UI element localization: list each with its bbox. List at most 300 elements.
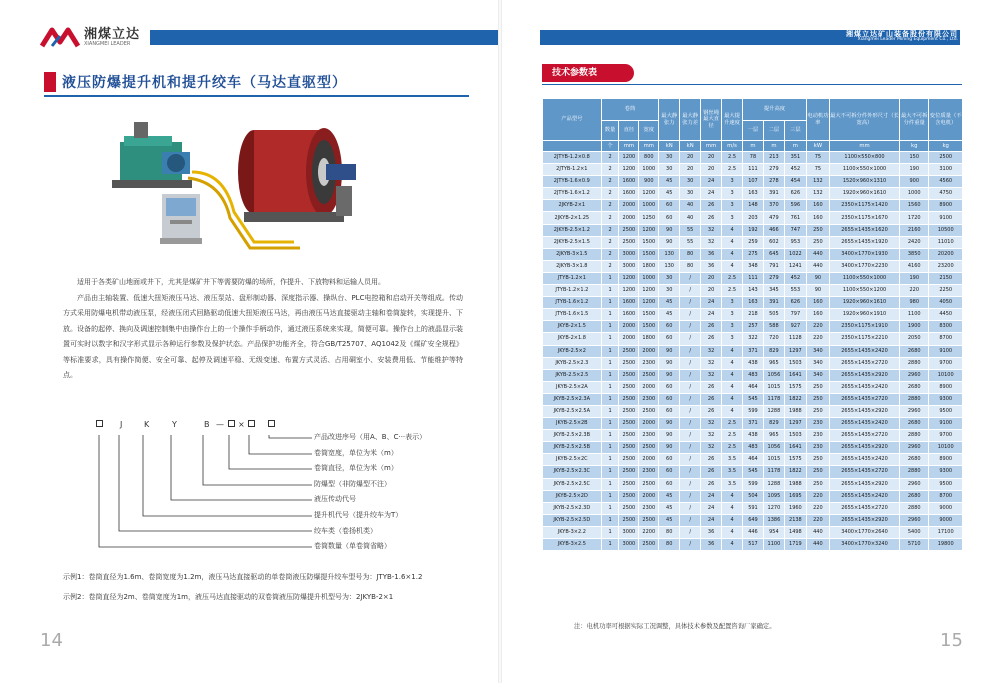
value-cell: 2000 (619, 333, 639, 345)
value-cell: 3.5 (722, 478, 743, 490)
value-cell: 2 (601, 176, 619, 188)
value-cell: / (680, 381, 701, 393)
value-cell: 220 (806, 333, 829, 345)
value-cell: 1200 (639, 285, 659, 297)
value-cell: 1288 (763, 405, 784, 417)
legend-item-2: 卷筒宽度，单位为米（m） (314, 448, 398, 457)
model-examples (63, 570, 463, 604)
value-cell: 2500 (619, 345, 639, 357)
value-cell: 30 (659, 272, 680, 284)
value-cell: 3400×1770×2230 (829, 260, 899, 272)
unit-cell: kW (806, 141, 829, 152)
value-cell: / (680, 272, 701, 284)
value-cell: / (680, 321, 701, 333)
value-cell: 2500 (639, 442, 659, 454)
value-cell: 438 (743, 430, 764, 442)
value-cell: 4 (722, 369, 743, 381)
section-title: 技术参数表 (542, 64, 634, 82)
value-cell: 479 (763, 212, 784, 224)
value-cell: 24 (701, 309, 722, 321)
value-cell: 2250 (929, 285, 963, 297)
value-cell: 391 (763, 188, 784, 200)
value-cell: 40 (680, 212, 701, 224)
value-cell: 1000 (639, 272, 659, 284)
value-cell: 2880 (900, 502, 929, 514)
value-cell: 30 (659, 285, 680, 297)
th-qty: 数量 (601, 121, 619, 141)
value-cell: 2050 (900, 333, 929, 345)
value-cell: 10500 (929, 224, 963, 236)
value-cell: 2655×1435×2920 (829, 514, 899, 526)
value-cell: 2.5 (722, 272, 743, 284)
value-cell: 3 (722, 200, 743, 212)
value-cell: 1 (601, 418, 619, 430)
value-cell: 2960 (900, 514, 929, 526)
value-cell: 2655×1435×2720 (829, 393, 899, 405)
value-cell: 1 (601, 309, 619, 321)
th-width: 宽度 (639, 121, 659, 141)
value-cell: 60 (659, 478, 680, 490)
value-cell: 220 (806, 502, 829, 514)
value-cell: 24 (701, 502, 722, 514)
value-cell: 2000 (639, 454, 659, 466)
value-cell: 2300 (639, 502, 659, 514)
unit-cell: m (743, 141, 764, 152)
value-cell: 9300 (929, 393, 963, 405)
legend-item-6: 提升机代号（提升绞车为T） (314, 510, 403, 519)
value-cell: 9000 (929, 502, 963, 514)
value-cell: / (680, 297, 701, 309)
value-cell: 2.5 (722, 418, 743, 430)
value-cell: 2 (601, 200, 619, 212)
value-cell: / (680, 333, 701, 345)
value-cell: 517 (743, 539, 764, 551)
value-cell: 132 (806, 188, 829, 200)
value-cell: 953 (784, 236, 806, 248)
code-symbol-times: × (238, 420, 245, 429)
value-cell: 2 (601, 164, 619, 176)
value-cell: 60 (659, 321, 680, 333)
table-row (543, 502, 963, 514)
value-cell: 720 (763, 333, 784, 345)
value-cell: 90 (659, 430, 680, 442)
value-cell: 80 (680, 260, 701, 272)
value-cell: 452 (784, 164, 806, 176)
value-cell: 130 (659, 260, 680, 272)
company-name-block (846, 31, 958, 43)
model-cell: 2JKYB-3×1.5 (543, 248, 602, 260)
value-cell: 2500 (619, 430, 639, 442)
value-cell: 2960 (900, 405, 929, 417)
value-cell: 257 (743, 321, 764, 333)
table-row (543, 393, 963, 405)
th-model: 产品型号 (543, 99, 602, 141)
value-cell: 370 (763, 200, 784, 212)
model-cell: 2JKYB-2×1 (543, 200, 602, 212)
value-cell: 230 (806, 442, 829, 454)
value-cell: 2960 (900, 478, 929, 490)
value-cell: 2655×1435×2920 (829, 405, 899, 417)
value-cell: 3850 (900, 248, 929, 260)
value-cell: 78 (743, 152, 764, 164)
value-cell: 2680 (900, 345, 929, 357)
value-cell: 36 (701, 539, 722, 551)
model-cell: JKYB-2.5×2.5 (543, 369, 602, 381)
value-cell: 626 (784, 188, 806, 200)
value-cell: 1520×960×1310 (829, 176, 899, 188)
table-row (543, 272, 963, 284)
value-cell: 1250 (639, 212, 659, 224)
value-cell: 3000 (619, 526, 639, 538)
page-title-block (44, 72, 347, 92)
table-row (543, 381, 963, 393)
value-cell: 391 (763, 297, 784, 309)
value-cell: 36 (701, 526, 722, 538)
value-cell: 4 (722, 381, 743, 393)
table-row (543, 260, 963, 272)
value-cell: 32 (701, 418, 722, 430)
value-cell: 203 (743, 212, 764, 224)
value-cell: 1900 (900, 321, 929, 333)
value-cell: 2500 (619, 393, 639, 405)
value-cell: 90 (659, 369, 680, 381)
value-cell: 2500 (619, 466, 639, 478)
value-cell: 1 (601, 466, 619, 478)
value-cell: 2 (601, 260, 619, 272)
intro-text (63, 275, 463, 384)
value-cell: / (680, 369, 701, 381)
value-cell: 32 (701, 442, 722, 454)
value-cell: 2300 (639, 430, 659, 442)
model-cell: JKYB-3×2.2 (543, 526, 602, 538)
value-cell: 2655×1435×2420 (829, 490, 899, 502)
value-cell: 10100 (929, 442, 963, 454)
value-cell: 2000 (639, 345, 659, 357)
unit-cell: kg (900, 141, 929, 152)
table-row (543, 478, 963, 490)
value-cell: 40 (680, 200, 701, 212)
value-cell: 20200 (929, 248, 963, 260)
legend-item-4: 防爆型（非防爆型不注） (314, 479, 391, 488)
model-cell: JKYB-2.5×2B (543, 418, 602, 430)
value-cell: 60 (659, 393, 680, 405)
value-cell: / (680, 502, 701, 514)
value-cell: 3000 (619, 539, 639, 551)
value-cell: 107 (743, 176, 764, 188)
value-cell: 588 (763, 321, 784, 333)
value-cell: 2 (601, 236, 619, 248)
value-cell: 1056 (763, 442, 784, 454)
value-cell: 4 (722, 393, 743, 405)
value-cell: 371 (743, 345, 764, 357)
value-cell: 250 (806, 381, 829, 393)
value-cell: / (680, 490, 701, 502)
value-cell: 1800 (639, 333, 659, 345)
value-cell: 2.5 (722, 285, 743, 297)
value-cell: 2680 (900, 490, 929, 502)
value-cell: 2300 (639, 393, 659, 405)
value-cell: 2500 (619, 418, 639, 430)
table-row (543, 345, 963, 357)
value-cell: 1 (601, 393, 619, 405)
value-cell: 9100 (929, 418, 963, 430)
value-cell: 1100×550×1200 (829, 285, 899, 297)
page-number-left: 14 (40, 630, 63, 651)
value-cell: 829 (763, 418, 784, 430)
value-cell: 60 (659, 333, 680, 345)
value-cell: 9700 (929, 357, 963, 369)
value-cell: 1386 (763, 514, 784, 526)
value-cell: 2655×1435×2720 (829, 430, 899, 442)
value-cell: 1988 (784, 405, 806, 417)
value-cell: 4 (722, 224, 743, 236)
value-cell: 2 (601, 188, 619, 200)
intro-paragraph-2: 产品由主轴装置、低速大扭矩液压马达、液压泵站、盘形制动器、深度指示器、操纵台、PLC电控箱和启动开关等组成。传动方式采用防爆电机带动液压泵，经液压闭式回路驱动低速大扭矩液压马达，再由液压马达直接驱动主轴和卷筒旋转，实现提升、下放。设备的起停、换向及调速控制集中由操作台上的一个操作手柄动作，通过液压系统来实现，简便可靠。操作台上的液晶显示装置可实时以数字和汉字形式显示各种运行参数及保护状态。产品保护功能齐全，符合GB/T25707、AQ1042及《煤矿安全规程》等标准要求，具有操作简便、安全可靠、起停及调速平稳、无级变速、布置方式灵活、占用硐室小、安装费用低、节能维护等特点。 (63, 293, 463, 379)
value-cell: 2.5 (722, 430, 743, 442)
table-note: 注：电机功率可根据实际工况调整，具体技术参数及配置咨询厂家确定。 (574, 623, 776, 630)
spec-table (542, 98, 963, 551)
value-cell: 1000 (639, 200, 659, 212)
value-cell: 2200 (639, 526, 659, 538)
table-row (543, 466, 963, 478)
value-cell: 553 (784, 285, 806, 297)
value-cell: 45 (659, 502, 680, 514)
value-cell: 278 (763, 176, 784, 188)
value-cell: 8700 (929, 333, 963, 345)
value-cell: 1100×550×1000 (829, 272, 899, 284)
value-cell: 2000 (639, 418, 659, 430)
value-cell: 2350×1175×2210 (829, 333, 899, 345)
value-cell: 1822 (784, 393, 806, 405)
value-cell: 20 (701, 164, 722, 176)
value-cell: 649 (743, 514, 764, 526)
value-cell: 2655×1435×2720 (829, 502, 899, 514)
value-cell: 1600 (619, 176, 639, 188)
unit-cell: m/s (722, 141, 743, 152)
value-cell: 4050 (929, 297, 963, 309)
table-row (543, 405, 963, 417)
value-cell: 45 (659, 297, 680, 309)
value-cell: 2680 (900, 381, 929, 393)
value-cell: 80 (680, 248, 701, 260)
value-cell: 2880 (900, 393, 929, 405)
value-cell: 1000 (900, 188, 929, 200)
value-cell: 230 (806, 418, 829, 430)
model-cell: JTYB-1.2×1 (543, 272, 602, 284)
value-cell: 2500 (639, 514, 659, 526)
value-cell: 1600 (619, 188, 639, 200)
model-cell: 2JKYB-2.5×1.5 (543, 236, 602, 248)
value-cell: 1200 (619, 152, 639, 164)
model-cell: JKYB-2.5×2.3 (543, 357, 602, 369)
value-cell: 24 (701, 490, 722, 502)
value-cell: 2655×1435×2720 (829, 466, 899, 478)
value-cell: 1 (601, 357, 619, 369)
th-power: 电动机功率 (806, 99, 829, 141)
value-cell: 1015 (763, 381, 784, 393)
model-cell: JTYB-1.6×1.2 (543, 297, 602, 309)
value-cell: 4 (722, 357, 743, 369)
value-cell: 60 (659, 381, 680, 393)
value-cell: 190 (900, 272, 929, 284)
logo-mark-icon (40, 26, 80, 48)
value-cell: 45 (659, 188, 680, 200)
value-cell: 1 (601, 297, 619, 309)
value-cell: 23200 (929, 260, 963, 272)
model-cell: 2JTYB-1.6×1.2 (543, 188, 602, 200)
value-cell: 26 (701, 393, 722, 405)
header-bar-left (150, 30, 500, 45)
value-cell: 1695 (784, 490, 806, 502)
value-cell: 1100 (763, 539, 784, 551)
value-cell: / (680, 405, 701, 417)
value-cell: 2.5 (722, 442, 743, 454)
value-cell: 2 (601, 224, 619, 236)
value-cell: 220 (806, 490, 829, 502)
value-cell: 80 (659, 526, 680, 538)
model-cell: JKYB-2.5×2D (543, 490, 602, 502)
value-cell: 2500 (619, 357, 639, 369)
value-cell: 3400×1770×2640 (829, 526, 899, 538)
value-cell: 250 (806, 393, 829, 405)
value-cell: / (680, 478, 701, 490)
value-cell: 230 (806, 430, 829, 442)
page-title: 液压防爆提升机和提升绞车（马达直驱型） (62, 75, 347, 91)
value-cell: 1200 (639, 224, 659, 236)
value-cell: 26 (701, 454, 722, 466)
th-speed: 最大提升速度 (722, 99, 743, 141)
spine-gutter (498, 0, 502, 683)
value-cell: 3000 (619, 248, 639, 260)
value-cell: 26 (701, 381, 722, 393)
model-cell: JKYB-2×1.5 (543, 321, 602, 333)
value-cell: 4 (722, 405, 743, 417)
value-cell: 26 (701, 212, 722, 224)
value-cell: 1 (601, 285, 619, 297)
value-cell: 1 (601, 321, 619, 333)
value-cell: 965 (763, 430, 784, 442)
model-cell: 2JTYB-1.6×0.9 (543, 176, 602, 188)
value-cell: 75 (806, 164, 829, 176)
value-cell: 1920×960×1610 (829, 297, 899, 309)
value-cell: 9100 (929, 212, 963, 224)
value-cell: 17100 (929, 526, 963, 538)
value-cell: 440 (806, 539, 829, 551)
value-cell: 220 (806, 321, 829, 333)
value-cell: 1015 (763, 454, 784, 466)
intro-paragraph-1: 适用于各类矿山地面或井下，尤其是煤矿井下等需要防爆的场所，作提升、下放物料和运输人员用。 (77, 278, 385, 286)
value-cell: 2655×1435×1920 (829, 236, 899, 248)
model-cell: JKYB-2.5×2.5D (543, 514, 602, 526)
value-cell: 1200 (639, 188, 659, 200)
code-symbol-dash: — (216, 420, 224, 429)
spec-table-container (542, 98, 963, 613)
value-cell: 2500 (619, 369, 639, 381)
value-cell: / (680, 345, 701, 357)
value-cell: / (680, 430, 701, 442)
value-cell: 148 (743, 200, 764, 212)
value-cell: 24 (701, 297, 722, 309)
value-cell: 599 (743, 478, 764, 490)
unit-cell: kN (680, 141, 701, 152)
value-cell: 26 (701, 321, 722, 333)
model-cell: JKYB-2.5×2.5B (543, 442, 602, 454)
value-cell: 1822 (784, 466, 806, 478)
value-cell: / (680, 466, 701, 478)
value-cell: 1800 (639, 260, 659, 272)
value-cell: 1920×960×1910 (829, 309, 899, 321)
value-cell: 1 (601, 514, 619, 526)
value-cell: 111 (743, 272, 764, 284)
value-cell: 596 (784, 200, 806, 212)
value-cell: 32 (701, 369, 722, 381)
value-cell: 2500 (619, 381, 639, 393)
value-cell: 2655×1435×2420 (829, 454, 899, 466)
value-cell: 90 (806, 285, 829, 297)
model-code-legend (314, 430, 426, 555)
model-cell: JKYB-2.5×2C (543, 454, 602, 466)
th-dims: 最大不可拆分件外形尺寸（长宽高） (829, 99, 899, 141)
value-cell: 1575 (784, 454, 806, 466)
value-cell: 927 (784, 321, 806, 333)
table-row (543, 321, 963, 333)
value-cell: 9000 (929, 514, 963, 526)
value-cell: 2350×1175×1670 (829, 212, 899, 224)
value-cell: 351 (784, 152, 806, 164)
value-cell: 1503 (784, 357, 806, 369)
unit-cell: kN (659, 141, 680, 152)
th-tension: 最大静张力 (659, 99, 680, 141)
value-cell: 2350×1175×1420 (829, 200, 899, 212)
table-row (543, 490, 963, 502)
table-row (543, 152, 963, 164)
value-cell: 2655×1435×1620 (829, 224, 899, 236)
model-cell: 2JTYB-1.2×0.8 (543, 152, 602, 164)
legend-item-8: 卷筒数量（单卷筒省略） (314, 542, 391, 551)
value-cell: 2655×1435×2420 (829, 381, 899, 393)
value-cell: 90 (659, 418, 680, 430)
value-cell: 446 (743, 526, 764, 538)
value-cell: 250 (806, 478, 829, 490)
value-cell: 466 (763, 224, 784, 236)
value-cell: 163 (743, 188, 764, 200)
value-cell: 464 (743, 381, 764, 393)
value-cell: 504 (743, 490, 764, 502)
model-cell: JKYB-2×1.8 (543, 333, 602, 345)
value-cell: 1500 (639, 236, 659, 248)
value-cell: 9500 (929, 478, 963, 490)
value-cell: 2000 (619, 200, 639, 212)
value-cell: 90 (659, 357, 680, 369)
value-cell: 1 (601, 272, 619, 284)
value-cell: 1297 (784, 345, 806, 357)
value-cell: 275 (743, 248, 764, 260)
value-cell: 2500 (639, 539, 659, 551)
value-cell: 2655×1435×2920 (829, 478, 899, 490)
table-row (543, 176, 963, 188)
model-cell: JTYB-1.2×1.2 (543, 285, 602, 297)
value-cell: 5710 (900, 539, 929, 551)
value-cell: 90 (806, 272, 829, 284)
th-layer-2: 二层 (763, 121, 784, 141)
value-cell: 2655×1435×2920 (829, 369, 899, 381)
value-cell: 160 (806, 200, 829, 212)
th-layer-3: 三层 (784, 121, 806, 141)
table-row (543, 454, 963, 466)
unit-cell: mm (639, 141, 659, 152)
th-layer-1: 一层 (743, 121, 764, 141)
value-cell: 4560 (929, 176, 963, 188)
